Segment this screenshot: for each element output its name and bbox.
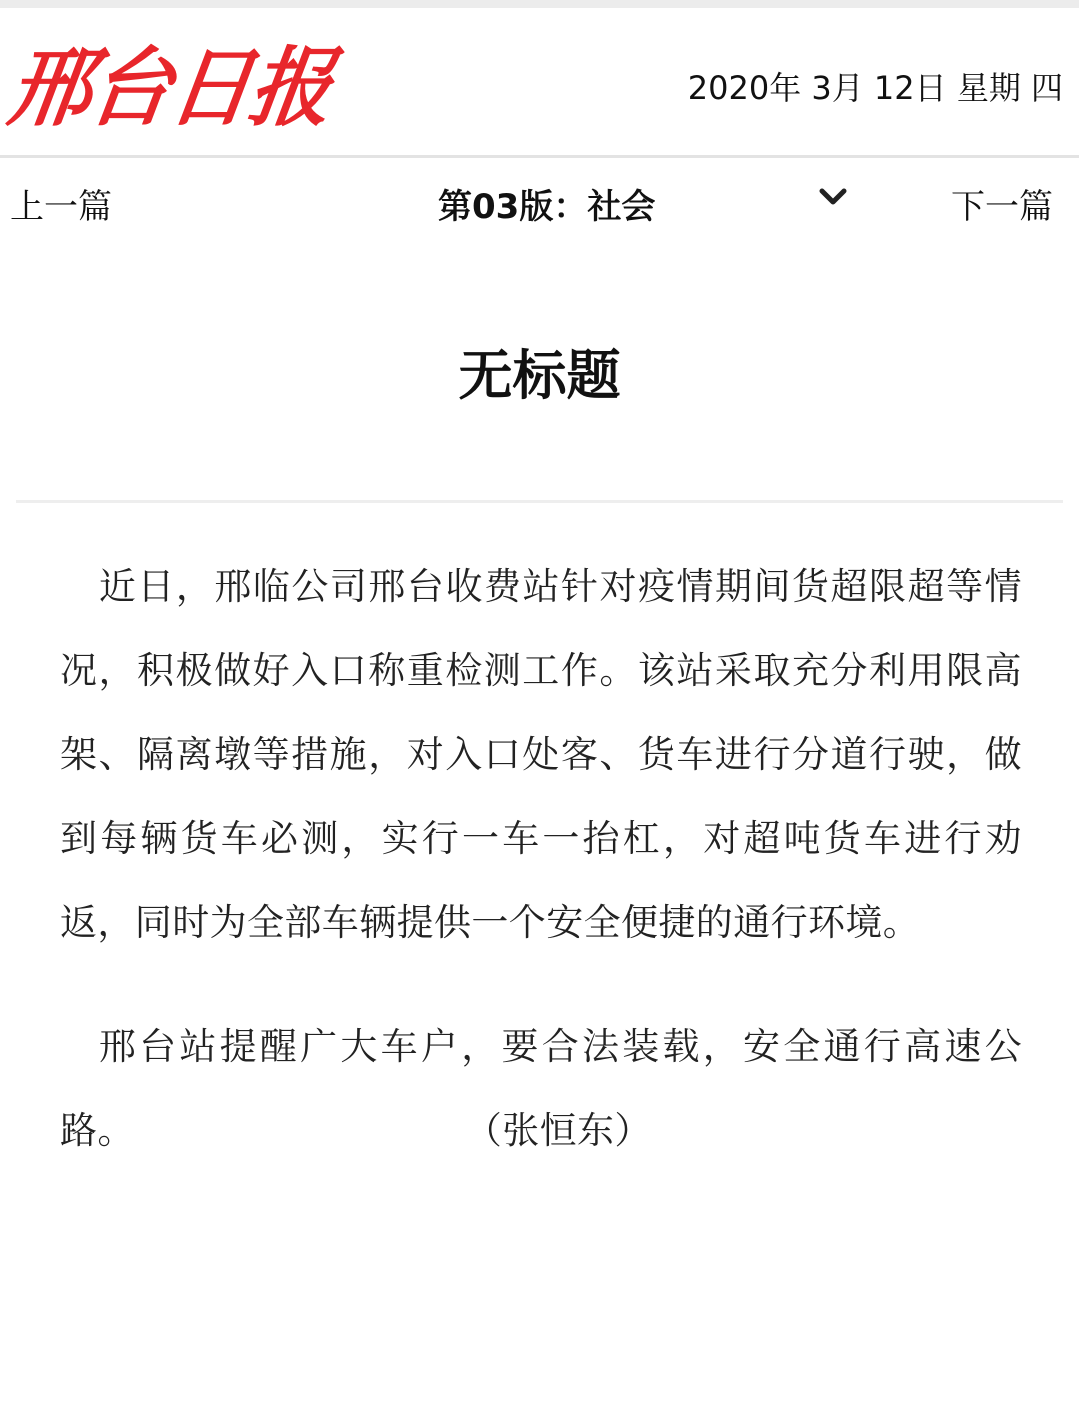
issue-date: 2020年 3月 12日 星期 四 bbox=[687, 69, 1063, 107]
previous-article-link[interactable]: 上一篇 bbox=[10, 187, 112, 227]
chevron-down-icon[interactable] bbox=[818, 185, 848, 215]
masthead bbox=[0, 8, 1079, 158]
section-selector[interactable]: 第03版：社会 bbox=[438, 187, 656, 227]
article-paragraph-1: 近日，邢临公司邢台收费站针对疫情期间货超限超等情况，积极做好入口称重检测工作。该站采取充分利用限高架、隔离墩等措施，对入口处客、货车进行分道行驶，做到每辆货车必测，实行一车一抬杠，对超吨货车进行劝返，同时为全部车辆提供一个安全便捷的通行环境。 bbox=[60, 565, 1022, 944]
next-article-link[interactable]: 下一篇 bbox=[951, 187, 1053, 227]
article-title: 无标题 bbox=[458, 344, 621, 407]
title-divider bbox=[16, 500, 1063, 503]
top-strip bbox=[0, 0, 1079, 8]
newspaper-logo[interactable]: 邢台日报 bbox=[2, 37, 338, 139]
article-paragraph-2-text: 邢台站提醒广大车户，要合法装载，安全通行高速公路。 bbox=[60, 1025, 1022, 1152]
article-nav bbox=[0, 161, 1079, 253]
article-paragraph-2 bbox=[60, 1005, 1022, 1173]
article-byline: （张恒东） bbox=[464, 1109, 652, 1152]
article-body bbox=[60, 545, 1022, 1173]
